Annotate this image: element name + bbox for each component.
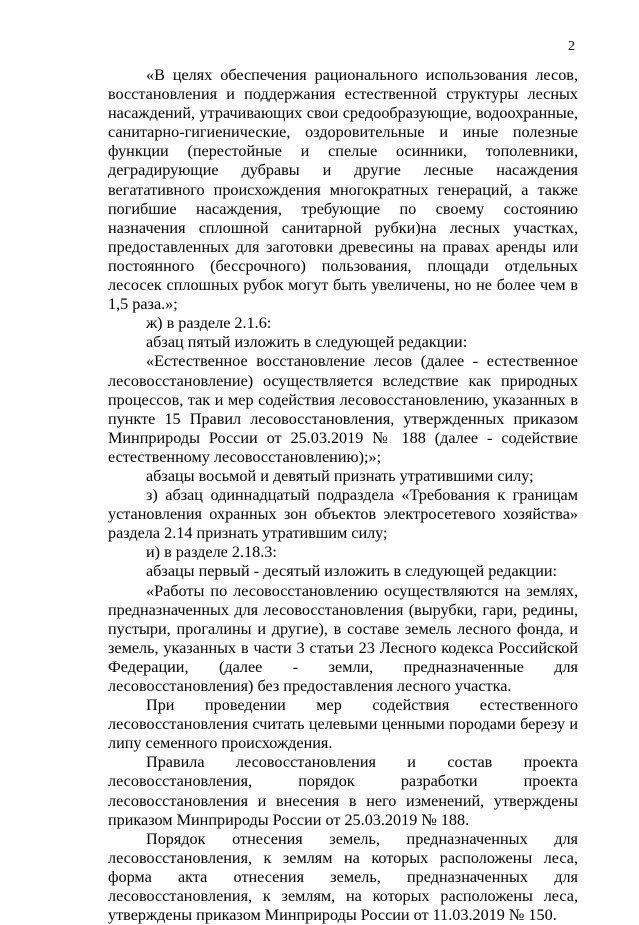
paragraph-item-zh: ж) в разделе 2.1.6: <box>146 314 272 333</box>
paragraph-eighth-ninth-void: абзацы восьмой и девятый признать утратившими силу; <box>146 466 534 485</box>
paragraph-target-species: При проведении мер содействия естественного лесовосстановления считать целевыми ценными породами березу и липу семенного происхождения. <box>108 696 578 753</box>
document-body <box>108 66 578 925</box>
paragraph-forest-use-purposes: «В целях обеспечения рационального использования лесов, восстановления и поддержания естественной структуры лесных насаждений, утрачивающих свои средообразующие, водоохранные, санитарно-гигиенические, оздоровительные и иные полезные функции (перестойные и спелые осинники, тополевники, деградирующие дубравы и другие лесные насаждения вегатативного происхождения многократных генераций, а также погибшие насаждения, требующие по своему состоянию назначения сплошной санитарной рубки)на лесных участках, предоставленных для заготовки древесины на правах аренды или постоянного (бессрочного) пользования, площади отдельных лесосек сплошных рубок могут быть увеличены, но не более чем в 1,5 раза.»; <box>108 66 578 314</box>
paragraph-natural-restoration: «Естественное восстановление лесов (далее - естественное лесовосстановление) осуществляется вследствие как природных процессов, так и мер содействия лесовосстановлению, указанных в пункте 15 Правил лесовосстановления, утвержденных приказом Минприроды России от 25.03.2019 № 188 (далее - содействие естественному лесовосстановлению);»; <box>108 352 578 466</box>
paragraph-fifth-abzac: абзац пятый изложить в следующей редакции: <box>146 333 468 352</box>
paragraph-item-z: з) абзац одиннадцатый подраздела «Требования к границам установления охранных зон объектов электросетевого хозяйства» раздела 2.14 признать утратившим силу; <box>108 486 578 543</box>
paragraph-reforestation-works: «Работы по лесовосстановлению осуществляются на землях, предназначенных для лесовосстановления (вырубки, гари, редины, пустыри, прогалины и другие), в составе земель лесного фонда, и земель, указанных в части 3 статьи 23 Лесного кодекса Российской Федерации, (далее - земли, предназначенные для лесовосстановления) без предоставления лесного участка. <box>108 581 578 695</box>
paragraph-reforestation-rules: Правила лесовосстановления и состав проекта лесовосстановления, порядок разработки проекта лесовосстановления и внесения в него изменений, утверждены приказом Минприроды России от 25.03.2019 № 188. <box>108 753 578 829</box>
paragraph-land-classification: Порядок отнесения земель, предназначенных для лесовосстановления, к землям на которых расположены леса, форма акта отнесения земель, предназначенных для лесовосстановления, к землям, на которых расположены леса, утверждены приказом Минприроды России от 11.03.2019 № 150. <box>108 829 578 925</box>
page-number: 2 <box>568 39 575 54</box>
paragraph-first-tenth-abzac: абзацы первый - десятый изложить в следующей редакции: <box>146 562 558 581</box>
paragraph-item-i: и) в разделе 2.18.3: <box>146 543 277 562</box>
